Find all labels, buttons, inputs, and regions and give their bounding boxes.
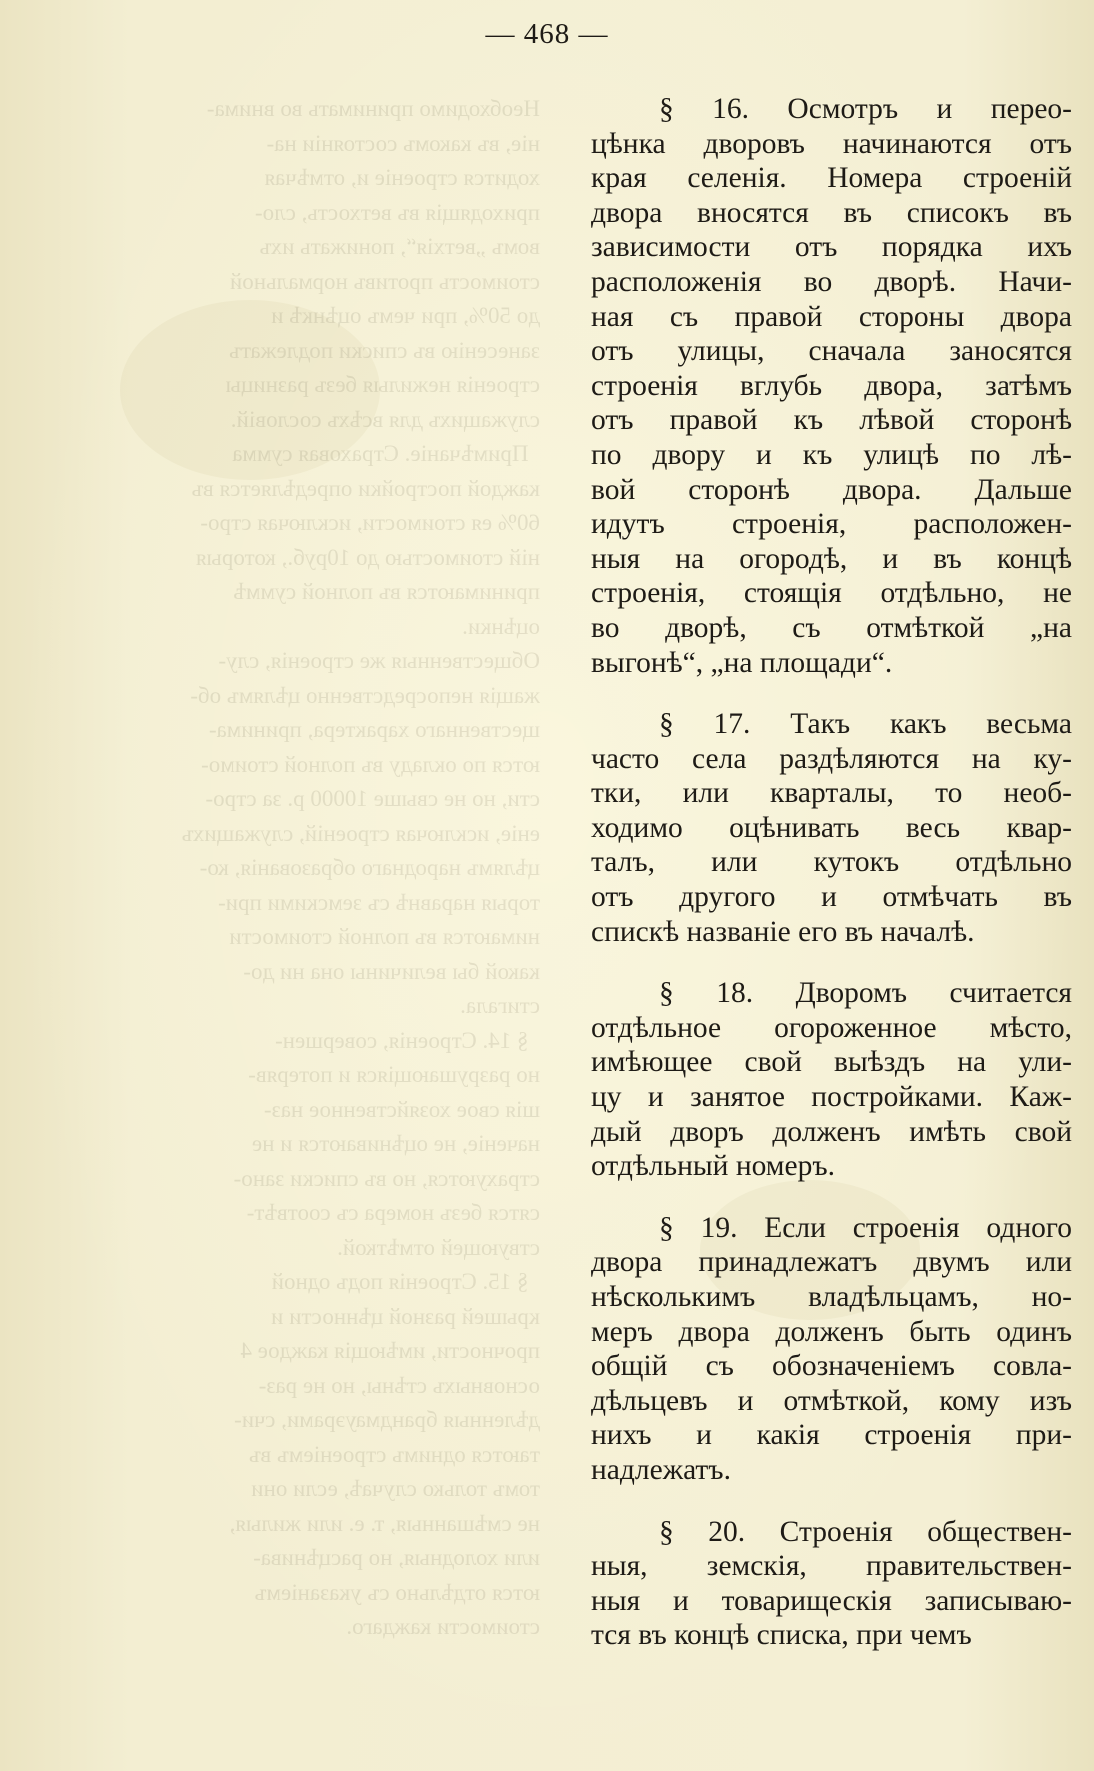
text-line: идутъ строенія, расположен- bbox=[591, 508, 1072, 541]
text-line: § 16. Осмотръ и переo- bbox=[659, 93, 1072, 125]
text-line: отъ улицы, сначала заносятся bbox=[591, 335, 1072, 368]
text-line: нѣсколькимъ владѣльцамъ, но- bbox=[591, 1281, 1072, 1313]
text-line: двора вносятся въ списокъ въ bbox=[591, 196, 1072, 229]
text-line: § 18. Дворомъ считается bbox=[659, 977, 1072, 1010]
text-line: имѣющее свой выѣздъ на ули- bbox=[591, 1046, 1072, 1079]
text-line: спискѣ названіе его въ началѣ. bbox=[591, 915, 975, 948]
text-line: отъ правой къ лѣвой сторонѣ bbox=[591, 404, 1072, 437]
text-line: ная съ правой стороны двора bbox=[591, 300, 1072, 333]
text-line: отдѣльное огороженное мѣсто, bbox=[591, 1011, 1072, 1044]
text-line: ходимо оцѣнивать весь квар- bbox=[591, 811, 1072, 844]
text-line: меръ двора долженъ быть одинъ bbox=[591, 1315, 1072, 1348]
text-line: отдѣльный номеръ. bbox=[591, 1150, 835, 1183]
page-number: — 468 — bbox=[485, 18, 609, 50]
text-line: двора принадлежатъ двумъ или bbox=[591, 1246, 1072, 1279]
text-column bbox=[591, 92, 1072, 1680]
text-line: § 17. Такъ какъ весьма bbox=[659, 708, 1072, 741]
paragraph-p18 bbox=[591, 976, 1072, 1184]
text-line: края селенія. Номера строеній bbox=[591, 162, 1072, 195]
text-line: по двору и къ улицѣ по лѣ- bbox=[591, 438, 1072, 471]
text-line: цѣнка дворовъ начинаются отъ bbox=[591, 127, 1072, 160]
text-line: дѣльцевъ и отмѣткой, кому изъ bbox=[591, 1384, 1072, 1417]
text-line: ныя и товарищескія записываю- bbox=[591, 1584, 1072, 1617]
paragraph-p16 bbox=[591, 92, 1072, 680]
text-line: ныя, земскія, правительствен- bbox=[591, 1550, 1072, 1583]
text-line: тся въ концѣ списка, при чемъ bbox=[591, 1619, 972, 1652]
text-line: вой сторонѣ двора. Дальше bbox=[591, 473, 1072, 506]
text-line: часто села раздѣляются на ку- bbox=[591, 742, 1072, 775]
text-line: талъ, или кутокъ отдѣльно bbox=[591, 846, 1072, 879]
paragraph-p17 bbox=[591, 707, 1072, 949]
text-line: дый дворъ долженъ имѣть свой bbox=[591, 1115, 1072, 1148]
text-line: нихъ и какія строенія при- bbox=[591, 1419, 1072, 1452]
text-line: расположенія во дворѣ. Начи- bbox=[591, 265, 1072, 298]
text-line: во дворѣ, съ отмѣткой „на bbox=[591, 611, 1072, 644]
bleed-through-texture: Необходимо принимать во внима- ніе, въ какомъ состояніи на- ходится строеніе и, отмѣчая приходящія въ ветхость, сло- вомъ „ветхія“, понижать ихъ стоимость противъ нормальной до 50%, при чемъ оцѣнкѣ и занесенію въ списки подлежатъ строенія нежилыя безъ разницы служащихъ для всѣхъ сословій. Примѣчаніе. Страховая сумма каждой постройки опредѣляется въ 60% ея стоимости, исключая стро- ній стоимостью до 10руб., которыя принимаются въ полной суммѣ оцѣнки. Общественныя же строенія, слу- жащія непосредственно цѣлямъ об- щественнаго характера, принима- ются по окладу въ полной стоимо- сти, но не свыше 10000 р. за стро- еніе, исключая строеній, служащихъ цѣлямъ народнаго образованія, ко- торыя наравнѣ съ земскими при- нимаются въ полной стоимости какой бы величины она ни до- стигала. § 14. Строенія, совершен- но разрушающіяся и потеряв- шія свое хозяйственное наз- наченіе, не оцѣниваются и не страхуются, но въ списки зано- сятся безъ номера съ соотвѣт- ствующей отмѣткой. § 15. Строенія подъ одной крышей разной цѣнности и прочности, имѣющія каждое 4 основныхъ стѣны, но не раз- дѣленныя брандмауэрами, счи- таются однимъ строеніемъ въ томъ только случаѣ, если они не смѣшанныя, т. е. или жилыя, или холодныя, но расцѣнива- ются отдѣльно съ указаніемъ стоимости каждаго. bbox=[181, 96, 540, 1639]
text-line: строенія, стоящія отдѣльно, не bbox=[591, 577, 1072, 610]
text-line: цу и занятое постройками. Каж- bbox=[591, 1081, 1072, 1114]
paragraph-p19 bbox=[591, 1211, 1072, 1488]
text-line: общій съ обозначеніемъ совла- bbox=[591, 1350, 1072, 1383]
text-line: § 20. Строенія обществен- bbox=[659, 1515, 1072, 1548]
text-line: тки, или кварталы, то необ- bbox=[591, 777, 1072, 810]
text-line: выгонѣ“, „на площади“. bbox=[591, 646, 893, 679]
text-line: зависимости отъ порядка ихъ bbox=[591, 231, 1072, 264]
text-line: § 19. Если строенія одного bbox=[659, 1211, 1072, 1244]
text-line: надлежатъ. bbox=[591, 1453, 731, 1486]
text-line: ныя на огородѣ, и въ концѣ bbox=[591, 542, 1072, 575]
paper-stain bbox=[120, 300, 380, 480]
paragraph-p20 bbox=[591, 1515, 1072, 1653]
text-line: строенія вглубь двора, затѣмъ bbox=[591, 369, 1072, 402]
text-line: отъ другого и отмѣчать въ bbox=[591, 881, 1072, 914]
